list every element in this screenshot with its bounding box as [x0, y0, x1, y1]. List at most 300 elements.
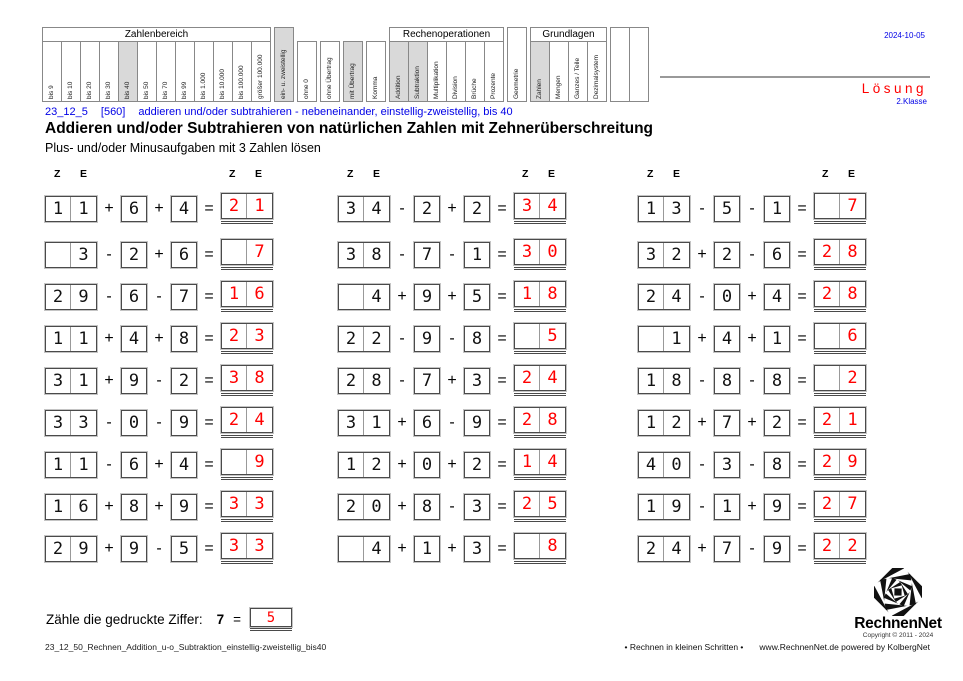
- operator: -: [156, 539, 162, 557]
- header-cell-bis-40: [118, 41, 138, 102]
- result-box: [814, 449, 866, 480]
- tens-cell: 1: [46, 327, 71, 351]
- result-ones-cell: 2: [847, 536, 858, 556]
- result-ones-cell: 2: [847, 368, 858, 388]
- operand-box: [338, 494, 390, 520]
- equals-sign: =: [204, 413, 214, 431]
- tens-cell: 2: [46, 537, 71, 561]
- problem-column-3: [638, 168, 883, 575]
- header-cell-label: bis 1.000: [200, 72, 208, 99]
- operand-box: [638, 326, 690, 352]
- result-ones-cell: 8: [547, 284, 558, 304]
- header-cell-empty: [610, 27, 630, 102]
- header-group-title-zahlenbereich: Zahlenbereich: [42, 27, 271, 41]
- operand-box: 9: [414, 284, 440, 310]
- result-box: [814, 365, 866, 396]
- header-segment: [297, 27, 317, 102]
- ones-cell: 1: [371, 412, 382, 433]
- header-cell-label: bis 10: [67, 81, 75, 99]
- header-cell-größer-100-000: [251, 41, 271, 102]
- header-cell-label: bis 40: [124, 81, 132, 99]
- operator: +: [697, 539, 707, 557]
- header-cell-label: Ganzes / Teile: [574, 57, 582, 99]
- header-matrix: [42, 27, 649, 102]
- equals-sign: =: [797, 371, 807, 389]
- rechnennet-logo: [852, 568, 944, 639]
- problem-row: [45, 449, 290, 480]
- header-spacer: [343, 27, 363, 41]
- header-cell-label: Prozente: [490, 72, 498, 99]
- result-pair: [514, 449, 566, 475]
- operand-box: [45, 242, 97, 268]
- header-cell-empty: [629, 27, 649, 102]
- operator: -: [399, 199, 405, 217]
- result-tens-cell: [515, 534, 540, 558]
- header-cell-label: Mengen: [555, 75, 563, 99]
- operator: -: [449, 245, 455, 263]
- operator: +: [104, 371, 114, 389]
- operand-box: 8: [464, 326, 490, 352]
- result-pair: [221, 193, 273, 219]
- result-pair: [814, 239, 866, 265]
- operator: -: [399, 329, 405, 347]
- header-cell-addition: [389, 41, 409, 102]
- header-cell-komma: [366, 41, 386, 102]
- operator: -: [399, 245, 405, 263]
- operator: +: [747, 329, 757, 347]
- ones-cell: 3: [78, 412, 89, 433]
- tens-cell: 1: [46, 197, 71, 221]
- grade-label: 2.Klasse: [896, 97, 927, 106]
- problem-row: [638, 449, 883, 480]
- operator: -: [699, 287, 705, 305]
- equals-sign: =: [497, 539, 507, 557]
- operator: -: [449, 329, 455, 347]
- solution-label: Lösung: [861, 81, 927, 96]
- ones-cell: 0: [371, 496, 382, 517]
- operator: +: [154, 199, 164, 217]
- result-box: [514, 365, 566, 396]
- header-spacer: [320, 27, 340, 41]
- operator: +: [447, 539, 457, 557]
- operator: -: [106, 455, 112, 473]
- result-tens-cell: 2: [222, 324, 247, 348]
- operand-box: 9: [464, 410, 490, 436]
- tens-cell: 3: [339, 243, 364, 267]
- operator: -: [399, 371, 405, 389]
- ones-cell: 6: [78, 496, 89, 517]
- result-tens-cell: [222, 240, 247, 264]
- count-task-equals: =: [233, 612, 241, 627]
- worksheet-info-line: [45, 106, 513, 118]
- operand-box: 8: [171, 326, 197, 352]
- ones-cell: 8: [371, 244, 382, 265]
- place-value-label-ones: E: [80, 168, 88, 180]
- result-pair: [221, 449, 273, 475]
- result-box: [221, 449, 273, 480]
- equals-sign: =: [204, 245, 214, 263]
- worksheet-description: addieren und/oder subtrahieren - nebeneinander, einstellig-zweistellig, bis 40: [138, 106, 513, 118]
- ones-cell: 9: [78, 538, 89, 559]
- problem-column-2: [338, 168, 583, 575]
- result-pair: [514, 365, 566, 391]
- result-box: [814, 323, 866, 354]
- equals-sign: =: [204, 329, 214, 347]
- tens-cell: 1: [639, 495, 664, 519]
- operand-box: 1: [714, 494, 740, 520]
- header-divider: [660, 76, 930, 78]
- tens-cell: 1: [639, 197, 664, 221]
- problem-row: [338, 281, 583, 312]
- result-tens-cell: [815, 324, 840, 348]
- operand-box: 9: [764, 494, 790, 520]
- header-cell-label: Division: [452, 76, 460, 99]
- operand-box: [338, 410, 390, 436]
- header-segment: [274, 27, 294, 102]
- result-tens-cell: 1: [515, 282, 540, 306]
- header-cell-ohne-übertrag: [320, 41, 340, 102]
- operand-box: 2: [171, 368, 197, 394]
- header-cell-label: ohne Übertrag: [326, 57, 334, 99]
- tens-cell: 1: [46, 495, 71, 519]
- result-ones-cell: 8: [847, 242, 858, 262]
- header-cell-bis-10-000: [213, 41, 233, 102]
- ones-cell: 2: [371, 454, 382, 475]
- operator: +: [697, 329, 707, 347]
- problem-row: [338, 449, 583, 480]
- equals-sign: =: [204, 455, 214, 473]
- ones-cell: 8: [671, 370, 682, 391]
- operand-box: 2: [714, 242, 740, 268]
- operator: -: [156, 287, 162, 305]
- spiral-diamond-logo-icon: [874, 568, 922, 616]
- operand-box: 7: [714, 536, 740, 562]
- tens-cell: [339, 537, 364, 561]
- ones-cell: 0: [671, 454, 682, 475]
- result-ones-cell: 4: [547, 452, 558, 472]
- header-cell-zahlen: [530, 41, 550, 102]
- result-ones-cell: 4: [254, 410, 265, 430]
- operand-box: 7: [714, 410, 740, 436]
- operator: +: [154, 455, 164, 473]
- result-pair: [814, 449, 866, 475]
- operand-box: 6: [121, 196, 147, 222]
- operator: +: [397, 497, 407, 515]
- result-ones-cell: 1: [847, 410, 858, 430]
- result-box: [221, 281, 273, 312]
- result-pair: [221, 491, 273, 517]
- operand-box: 4: [171, 452, 197, 478]
- operand-box: 0: [414, 452, 440, 478]
- operator: +: [397, 413, 407, 431]
- header-cells: [366, 41, 386, 102]
- tens-cell: 2: [639, 285, 664, 309]
- equals-sign: =: [497, 329, 507, 347]
- result-pair: [221, 323, 273, 349]
- result-ones-cell: 4: [547, 196, 558, 216]
- result-box: [221, 407, 273, 438]
- operand-box: 9: [171, 494, 197, 520]
- operand-box: [45, 410, 97, 436]
- worksheet-code: 23_12_5: [45, 106, 88, 118]
- result-tens-cell: 3: [222, 366, 247, 390]
- operator: +: [154, 329, 164, 347]
- equals-sign: =: [204, 539, 214, 557]
- place-value-label-tens: Z: [347, 168, 354, 180]
- operand-box: [638, 242, 690, 268]
- operand-box: 9: [764, 536, 790, 562]
- header-cell-label: Brüche: [471, 78, 479, 99]
- operand-box: 0: [714, 284, 740, 310]
- header-segment: [530, 27, 607, 102]
- header-cell-bis-20: [80, 41, 100, 102]
- header-cell-label: bis 9: [48, 85, 56, 99]
- header-cell-bis-10: [61, 41, 81, 102]
- operand-box: [45, 452, 97, 478]
- header-segment: [343, 27, 363, 102]
- tens-cell: 1: [639, 411, 664, 435]
- ones-cell: 4: [371, 198, 382, 219]
- ones-cell: 3: [671, 198, 682, 219]
- header-spacer: [297, 27, 317, 41]
- operand-box: 8: [121, 494, 147, 520]
- header-cell-brüche: [465, 41, 485, 102]
- problem-row: [338, 323, 583, 354]
- result-ones-cell: 8: [547, 536, 558, 556]
- header-cell-label: Addition: [395, 75, 403, 99]
- operator: -: [156, 413, 162, 431]
- result-pair: [514, 323, 566, 349]
- operand-box: [638, 494, 690, 520]
- ones-cell: 2: [671, 244, 682, 265]
- place-value-label-tens: Z: [229, 168, 236, 180]
- result-pair: [221, 533, 273, 559]
- operand-box: 6: [171, 242, 197, 268]
- tens-cell: [339, 285, 364, 309]
- equals-sign: =: [204, 287, 214, 305]
- operator: +: [697, 245, 707, 263]
- result-ones-cell: 3: [254, 536, 265, 556]
- operator: +: [747, 413, 757, 431]
- operator: +: [447, 455, 457, 473]
- result-ones-cell: 9: [254, 452, 265, 472]
- operator: +: [697, 413, 707, 431]
- result-tens-cell: 3: [515, 194, 540, 218]
- result-pair: [221, 281, 273, 307]
- worksheet-ref: [560]: [100, 106, 126, 118]
- operator: +: [447, 199, 457, 217]
- result-tens-cell: [815, 366, 840, 390]
- operator: -: [156, 371, 162, 389]
- result-tens-cell: 2: [815, 408, 840, 432]
- result-ones-cell: 3: [254, 494, 265, 514]
- header-cell-label: Multiplikation: [433, 61, 441, 99]
- operand-box: 5: [464, 284, 490, 310]
- operand-box: [638, 196, 690, 222]
- operand-box: [338, 326, 390, 352]
- result-box: [514, 281, 566, 312]
- problem-row: [45, 491, 290, 522]
- operand-box: 6: [764, 242, 790, 268]
- header-segment: [389, 27, 504, 102]
- problem-row: [45, 533, 290, 564]
- problem-row: [338, 365, 583, 396]
- problem-row: [338, 193, 583, 224]
- place-value-label-tens: Z: [54, 168, 61, 180]
- result-box: [814, 407, 866, 438]
- header-cell-label: bis 50: [143, 81, 151, 99]
- header-segment: [366, 27, 386, 102]
- result-tens-cell: [222, 450, 247, 474]
- result-tens-cell: 2: [515, 408, 540, 432]
- result-ones-cell: 7: [847, 494, 858, 514]
- operator: +: [397, 287, 407, 305]
- header-spacer: [366, 27, 386, 41]
- operand-box: 4: [171, 196, 197, 222]
- header-cells: [320, 41, 340, 102]
- header-segment: [610, 27, 649, 102]
- result-box: [814, 281, 866, 312]
- operator: +: [104, 329, 114, 347]
- operand-box: 1: [764, 326, 790, 352]
- result-pair: [514, 407, 566, 433]
- result-box: [514, 239, 566, 270]
- result-ones-cell: 8: [547, 410, 558, 430]
- operator: -: [449, 497, 455, 515]
- result-pair: [814, 491, 866, 517]
- ones-cell: 1: [78, 454, 89, 475]
- header-cells: [610, 27, 649, 102]
- result-tens-cell: 2: [815, 282, 840, 306]
- header-cells: [42, 41, 271, 102]
- count-task: [46, 608, 292, 631]
- tens-cell: 2: [339, 327, 364, 351]
- equals-sign: =: [497, 413, 507, 431]
- result-tens-cell: 1: [515, 450, 540, 474]
- header-cell-label: größer 100.000: [257, 54, 265, 99]
- place-value-label-tens: Z: [522, 168, 529, 180]
- result-box: [514, 193, 566, 224]
- header-cell-label: bis 10.000: [219, 69, 227, 99]
- result-ones-cell: 3: [254, 326, 265, 346]
- operand-box: 2: [464, 452, 490, 478]
- operator: -: [749, 245, 755, 263]
- equals-sign: =: [797, 497, 807, 515]
- result-pair: [814, 533, 866, 559]
- operator: +: [397, 539, 407, 557]
- operand-box: 6: [121, 284, 147, 310]
- ones-cell: 4: [671, 538, 682, 559]
- result-ones-cell: 1: [254, 196, 265, 216]
- result-pair: [814, 365, 866, 391]
- header-cell-geometrie: [507, 27, 527, 102]
- header-cell-label: bis 20: [86, 81, 94, 99]
- ones-cell: 3: [78, 244, 89, 265]
- header-cell-label: ohne 0: [303, 79, 311, 99]
- operator: -: [699, 371, 705, 389]
- result-pair: [514, 193, 566, 219]
- operator: +: [104, 539, 114, 557]
- result-pair: [814, 193, 866, 219]
- equals-sign: =: [497, 245, 507, 263]
- result-ones-cell: 9: [847, 452, 858, 472]
- header-cell-label: bis 30: [105, 81, 113, 99]
- header-cell-label: Komma: [372, 76, 380, 99]
- problem-row: [45, 365, 290, 396]
- tens-cell: 2: [339, 369, 364, 393]
- result-box: [221, 239, 273, 270]
- header-cell-ganzes-teile: [568, 41, 588, 102]
- header-cell-label: Geometrie: [513, 68, 521, 99]
- result-box: [814, 239, 866, 270]
- equals-sign: =: [204, 371, 214, 389]
- result-box: [514, 491, 566, 522]
- result-ones-cell: 8: [847, 284, 858, 304]
- header-segment: [507, 27, 527, 102]
- operand-box: 5: [171, 536, 197, 562]
- operand-box: 2: [414, 196, 440, 222]
- header-segment: [42, 27, 271, 102]
- problem-row: [338, 239, 583, 270]
- operand-box: 9: [414, 326, 440, 352]
- operator: -: [749, 199, 755, 217]
- result-pair: [221, 407, 273, 433]
- operand-box: 2: [121, 242, 147, 268]
- place-value-label-ones: E: [848, 168, 856, 180]
- problem-row: [338, 533, 583, 564]
- tens-cell: 1: [46, 453, 71, 477]
- equals-sign: =: [797, 455, 807, 473]
- result-box: [221, 323, 273, 354]
- page-subtitle: Plus- und/oder Minusaufgaben mit 3 Zahlen lösen: [45, 141, 321, 155]
- operand-box: 6: [414, 410, 440, 436]
- header-cell-bis-100-000: [232, 41, 252, 102]
- result-tens-cell: 2: [515, 366, 540, 390]
- operand-box: [338, 536, 390, 562]
- result-pair: [221, 239, 273, 265]
- ones-cell: 9: [78, 286, 89, 307]
- operator: -: [699, 497, 705, 515]
- result-box: [514, 323, 566, 354]
- operand-box: [638, 284, 690, 310]
- result-pair: [514, 533, 566, 559]
- operator: +: [104, 497, 114, 515]
- result-tens-cell: 2: [815, 450, 840, 474]
- ones-cell: 1: [78, 328, 89, 349]
- place-value-label-tens: Z: [822, 168, 829, 180]
- operand-box: [338, 242, 390, 268]
- equals-sign: =: [497, 287, 507, 305]
- header-cell-division: [446, 41, 466, 102]
- operator: +: [104, 199, 114, 217]
- place-value-header: [638, 168, 883, 180]
- header-cell-prozente: [484, 41, 504, 102]
- problem-column-1: [45, 168, 290, 575]
- problem-row: [45, 407, 290, 438]
- header-cell-label: mit Übertrag: [349, 63, 357, 99]
- operator: -: [699, 199, 705, 217]
- operator: -: [106, 413, 112, 431]
- operand-box: [45, 284, 97, 310]
- header-cell-label: Subtraktion: [414, 66, 422, 99]
- result-box: [514, 407, 566, 438]
- header-cell-bis-99: [175, 41, 195, 102]
- operand-box: [338, 452, 390, 478]
- result-pair: [814, 407, 866, 433]
- result-ones-cell: 8: [254, 368, 265, 388]
- problem-row: [638, 193, 883, 224]
- header-cell-label: bis 99: [181, 81, 189, 99]
